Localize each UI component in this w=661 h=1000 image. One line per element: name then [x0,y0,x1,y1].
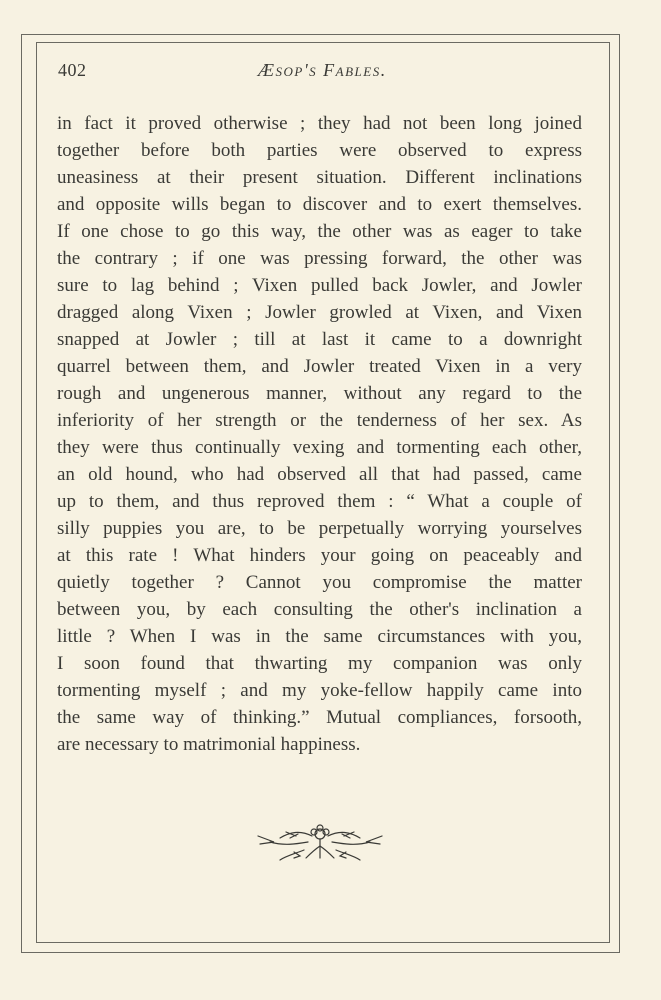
text-line: inferiority of her strength or the tenderness of her sex. As [57,410,582,431]
text-line: quarrel between them, and Jowler treated Vixen in a very [57,356,582,377]
text-line: sure to lag behind ; Vixen pulled back Jowler, and Jowler [57,275,582,296]
text-line: the same way of thinking.” Mutual compliances, forsooth, [57,707,582,728]
text-line: dragged along Vixen ; Jowler growled at Vixen, and Vixen [57,302,582,323]
text-line: in fact it proved otherwise ; they had not been long joined [57,113,582,134]
text-line: an old hound, who had observed all that had passed, came [57,464,582,485]
text-line: they were thus continually vexing and tormenting each other, [57,437,582,458]
text-line: and opposite wills began to discover and to exert themselves. [57,194,582,215]
text-line: little ? When I was in the same circumstances with you, [57,626,582,647]
text-line: I soon found that thwarting my companion was only [57,653,582,674]
text-line: rough and ungenerous manner, without any regard to the [57,383,582,404]
text-line: uneasiness at their present situation. Different inclinations [57,167,582,188]
page-header [58,60,582,86]
floral-tailpiece-icon [250,820,390,866]
text-line: silly puppies you are, to be perpetually worrying yourselves [57,518,582,539]
running-head: Æsop's Fables. [258,60,387,80]
text-line: are necessary to matrimonial happiness. [57,734,361,755]
text-line: If one chose to go this way, the other was as eager to take [57,221,582,242]
text-line: tormenting myself ; and my yoke-fellow happily came into [57,680,582,701]
page-number: 402 [58,60,87,80]
text-line: between you, by each consulting the other's inclination a [57,599,582,620]
text-line: together before both parties were observed to express [57,140,582,161]
text-line: quietly together ? Cannot you compromise the matter [57,572,582,593]
fable-text [57,110,582,758]
text-line: snapped at Jowler ; till at last it came to a downright [57,329,582,350]
text-line: up to them, and thus reproved them : “ What a couple of [57,491,582,512]
text-line: the contrary ; if one was pressing forward, the other was [57,248,582,269]
text-line: at this rate ! What hinders your going on peaceably and [57,545,582,566]
